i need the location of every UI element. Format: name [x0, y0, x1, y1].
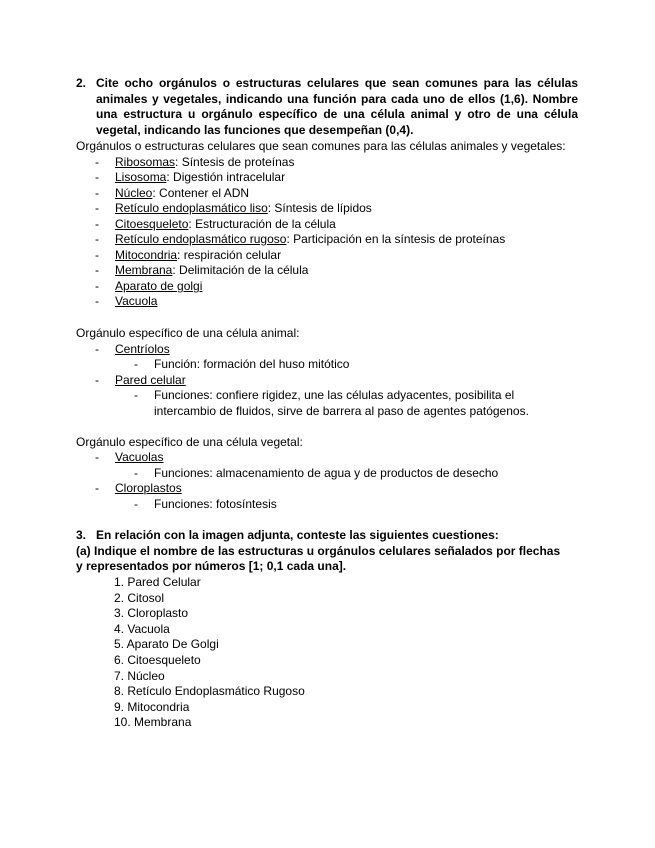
- animal-intro: Orgánulo específico de una célula animal:: [76, 326, 300, 340]
- list-item: 4. Vacuola: [114, 621, 170, 636]
- organelle-name: Vacuola: [115, 294, 158, 308]
- list-item: 7. Núcleo: [114, 668, 165, 683]
- separator: :: [286, 232, 294, 246]
- organelle-function: respiración celular: [183, 248, 282, 262]
- organelle-name: Centríolos: [115, 342, 170, 356]
- organelle-name: Núcleo: [115, 186, 153, 200]
- separator: :: [188, 217, 196, 231]
- organelle-function: Delimitación de la célula: [179, 263, 309, 277]
- question-2-line-2: animales y vegetales, indicando una función para cada uno de ellos (1,6). Nombre: [96, 91, 578, 106]
- sub-bullet-dash: -: [134, 357, 138, 371]
- organelle-function: Funciones: fotosíntesis: [154, 497, 277, 511]
- bullet-dash: -: [95, 373, 99, 387]
- separator: :: [177, 248, 184, 262]
- bullet-dash: -: [95, 294, 99, 308]
- list-item: 3. Cloroplasto: [114, 606, 189, 621]
- list-item: 2. Citosol: [114, 590, 165, 605]
- organelle-function: Participación en la síntesis de proteínas: [293, 232, 506, 246]
- bullet-dash: -: [95, 481, 99, 495]
- bullet-dash: -: [95, 232, 99, 246]
- organelle-name: Pared celular: [115, 373, 186, 387]
- question-2-line-1: Cite ocho orgánulos o estructuras celulares que sean comunes para las células: [96, 76, 578, 90]
- organelle-function: Contener el ADN: [159, 186, 250, 200]
- vegetal-intro: Orgánulo específico de una célula vegetal:: [76, 435, 303, 449]
- question-2: [76, 76, 578, 138]
- list-item: 8. Retículo Endoplasmático Rugoso: [114, 684, 305, 699]
- organelle-name: Citoesqueleto: [115, 217, 189, 231]
- organelle-function: Funciones: confiere rigidez, une las células adyacentes, posibilita el intercambio de fluidos, sirve de barrera al paso de agentes patógenos.: [154, 388, 529, 418]
- organelle-function: Digestión intracelular: [173, 170, 286, 184]
- separator: :: [267, 201, 275, 215]
- separator: :: [175, 155, 182, 169]
- bullet-dash: -: [95, 155, 99, 169]
- organelle-name: Vacuolas: [115, 450, 164, 464]
- bullet-dash: -: [95, 217, 99, 231]
- bullet-dash: -: [95, 170, 99, 184]
- question-2-line-3: una estructura u orgánulo específico de una célula animal y otro de una célula: [96, 107, 578, 122]
- organelle-function: Función: formación del huso mitótico: [154, 357, 350, 371]
- list-item: 1. Pared Celular: [114, 575, 201, 589]
- organelle-name: Aparato de golgi: [115, 279, 203, 293]
- question-2-number: 2.: [76, 76, 87, 90]
- separator: :: [166, 170, 174, 184]
- organelle-function: Síntesis de proteínas: [181, 155, 295, 169]
- list-item: 10. Membrana: [114, 715, 192, 730]
- question-3a-line-1: (a) Indique el nombre de las estructuras u orgánulos celulares señalados por flechas: [76, 544, 561, 558]
- organelle-function: Funciones: almacenamiento de agua y de productos de desecho: [154, 466, 499, 480]
- separator: :: [152, 186, 160, 200]
- organelle-name: Cloroplastos: [115, 481, 182, 495]
- list-item: 5. Aparato De Golgi: [114, 637, 219, 652]
- organelle-name: Retículo endoplasmático rugoso: [115, 232, 287, 246]
- list-item: 9. Mitocondria: [114, 699, 190, 714]
- organelle-name: Retículo endoplasmático liso: [115, 201, 268, 215]
- answers-list: [114, 575, 305, 731]
- bullet-dash: -: [95, 186, 99, 200]
- bullet-dash: -: [95, 263, 99, 277]
- list-item: 6. Citoesqueleto: [114, 652, 201, 667]
- organelle-function: Síntesis de lípidos: [274, 201, 372, 215]
- bullet-dash: -: [95, 279, 99, 293]
- common-intro: Orgánulos o estructuras celulares que sean comunes para las células animales y vegetales:: [76, 139, 566, 153]
- question-3a-line-2: y representados por números [1; 0,1 cada una].: [76, 559, 347, 573]
- question-3-number: 3.: [76, 528, 87, 542]
- organelle-function: Estructuración de la célula: [195, 217, 336, 231]
- sub-bullet-dash: -: [134, 497, 138, 511]
- organelle-name: Ribosomas: [115, 155, 176, 169]
- question-3-title: En relación con la imagen adjunta, conteste las siguientes cuestiones:: [96, 528, 499, 542]
- organelle-name: Lisosoma: [115, 170, 167, 184]
- bullet-dash: -: [95, 248, 99, 262]
- question-2-line-4: vegetal, indicando las funciones que desempeñan (0,4).: [96, 122, 414, 137]
- separator: :: [172, 263, 180, 277]
- sub-bullet-dash: -: [134, 388, 138, 402]
- organelle-name: Mitocondria: [115, 248, 178, 262]
- bullet-dash: -: [95, 450, 99, 464]
- question-3: [76, 528, 578, 544]
- bullet-dash: -: [95, 342, 99, 356]
- bullet-dash: -: [95, 201, 99, 215]
- sub-bullet-dash: -: [134, 466, 138, 480]
- organelle-name: Membrana: [115, 263, 173, 277]
